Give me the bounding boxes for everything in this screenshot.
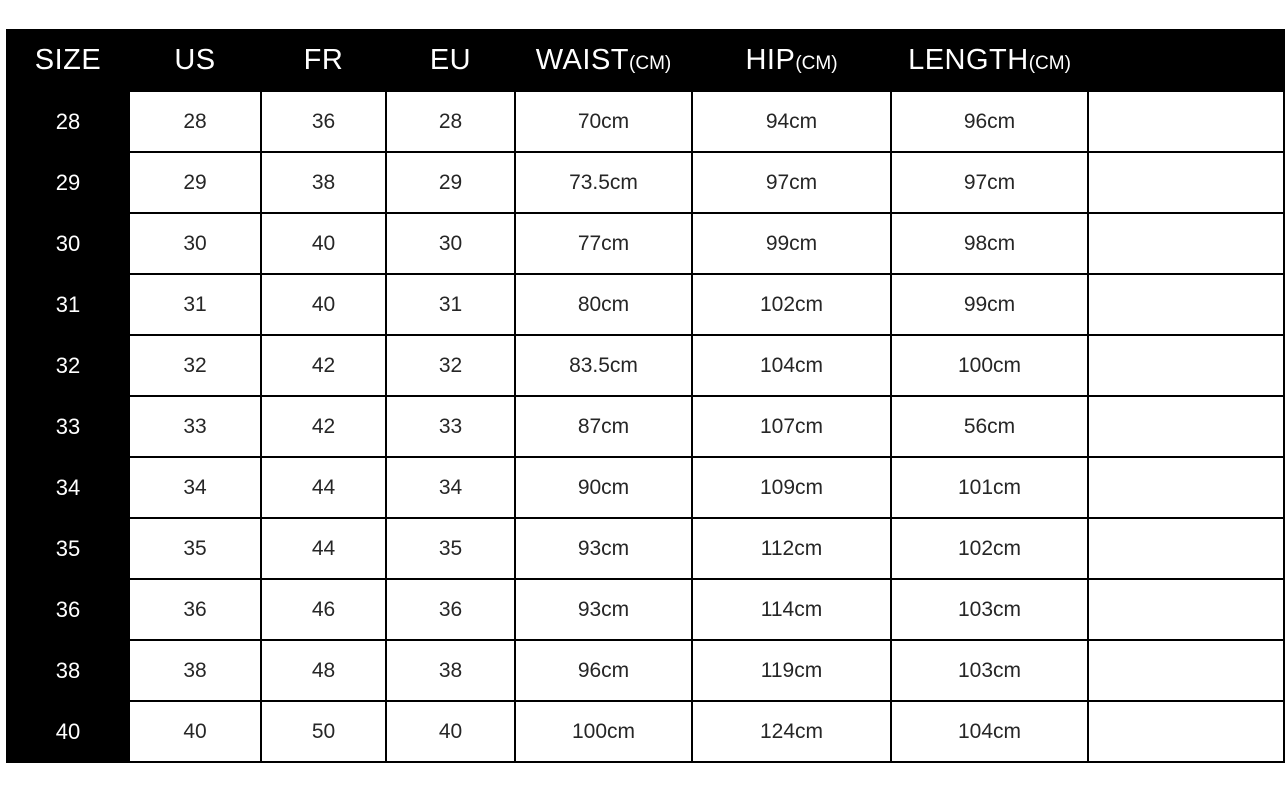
- value-cell: 80cm: [515, 274, 692, 335]
- value-cell: 103cm: [891, 579, 1088, 640]
- value-cell: 30: [129, 213, 261, 274]
- value-cell: 96cm: [891, 91, 1088, 152]
- value-cell: 50: [261, 701, 386, 762]
- value-cell: 112cm: [692, 518, 891, 579]
- size-chart-table: [6, 29, 1285, 763]
- table-row: [7, 396, 1284, 457]
- table-row: [7, 640, 1284, 701]
- column-header-length: [891, 30, 1088, 91]
- value-cell: 42: [261, 335, 386, 396]
- column-header-label: LENGTH: [908, 44, 1029, 76]
- value-cell: 101cm: [891, 457, 1088, 518]
- value-cell: 30: [386, 213, 515, 274]
- table-row: [7, 335, 1284, 396]
- column-header-fr: [261, 30, 386, 91]
- empty-cell: [1088, 640, 1284, 701]
- value-cell: 33: [386, 396, 515, 457]
- column-header-hip: [692, 30, 891, 91]
- value-cell: 33: [129, 396, 261, 457]
- value-cell: 40: [386, 701, 515, 762]
- table-row: [7, 152, 1284, 213]
- value-cell: 34: [386, 457, 515, 518]
- column-header-label: FR: [303, 44, 344, 76]
- size-table-body: [7, 91, 1284, 762]
- column-header-unit: (CM): [629, 53, 672, 74]
- table-row: [7, 579, 1284, 640]
- column-header-eu: [386, 30, 515, 91]
- value-cell: 32: [129, 335, 261, 396]
- value-cell: 35: [386, 518, 515, 579]
- column-header-label: SIZE: [34, 44, 102, 76]
- value-cell: 107cm: [692, 396, 891, 457]
- column-header-unit: (CM): [1028, 53, 1071, 74]
- value-cell: 42: [261, 396, 386, 457]
- value-cell: 40: [261, 274, 386, 335]
- value-cell: 40: [129, 701, 261, 762]
- table-row: [7, 274, 1284, 335]
- value-cell: 102cm: [692, 274, 891, 335]
- size-cell: 30: [7, 213, 129, 274]
- value-cell: 119cm: [692, 640, 891, 701]
- empty-cell: [1088, 457, 1284, 518]
- size-cell: 32: [7, 335, 129, 396]
- column-header-label: US: [174, 44, 216, 76]
- value-cell: 31: [129, 274, 261, 335]
- value-cell: 109cm: [692, 457, 891, 518]
- value-cell: 99cm: [692, 213, 891, 274]
- empty-cell: [1088, 518, 1284, 579]
- value-cell: 29: [386, 152, 515, 213]
- value-cell: 46: [261, 579, 386, 640]
- value-cell: 98cm: [891, 213, 1088, 274]
- value-cell: 44: [261, 457, 386, 518]
- value-cell: 97cm: [891, 152, 1088, 213]
- empty-cell: [1088, 579, 1284, 640]
- empty-cell: [1088, 701, 1284, 762]
- empty-cell: [1088, 396, 1284, 457]
- column-header-unit: (CM): [795, 53, 838, 74]
- size-cell: 38: [7, 640, 129, 701]
- column-header-label: EU: [429, 44, 472, 76]
- value-cell: 99cm: [891, 274, 1088, 335]
- value-cell: 36: [261, 91, 386, 152]
- empty-cell: [1088, 335, 1284, 396]
- value-cell: 28: [386, 91, 515, 152]
- value-cell: 83.5cm: [515, 335, 692, 396]
- value-cell: 104cm: [891, 701, 1088, 762]
- size-cell: 35: [7, 518, 129, 579]
- value-cell: 93cm: [515, 579, 692, 640]
- value-cell: 124cm: [692, 701, 891, 762]
- column-header-size: [7, 30, 129, 91]
- value-cell: 90cm: [515, 457, 692, 518]
- size-cell: 36: [7, 579, 129, 640]
- value-cell: 36: [386, 579, 515, 640]
- size-cell: 29: [7, 152, 129, 213]
- value-cell: 100cm: [891, 335, 1088, 396]
- size-chart: [6, 29, 1285, 763]
- size-cell: 40: [7, 701, 129, 762]
- value-cell: 77cm: [515, 213, 692, 274]
- column-header-us: [129, 30, 261, 91]
- value-cell: 56cm: [891, 396, 1088, 457]
- table-row: [7, 457, 1284, 518]
- value-cell: 104cm: [692, 335, 891, 396]
- empty-cell: [1088, 274, 1284, 335]
- table-row: [7, 213, 1284, 274]
- value-cell: 103cm: [891, 640, 1088, 701]
- column-header-label: WAIST: [535, 44, 630, 76]
- column-header-label: HIP: [745, 44, 796, 76]
- table-row: [7, 701, 1284, 762]
- value-cell: 93cm: [515, 518, 692, 579]
- value-cell: 70cm: [515, 91, 692, 152]
- value-cell: 36: [129, 579, 261, 640]
- value-cell: 100cm: [515, 701, 692, 762]
- value-cell: 40: [261, 213, 386, 274]
- value-cell: 73.5cm: [515, 152, 692, 213]
- value-cell: 114cm: [692, 579, 891, 640]
- empty-cell: [1088, 152, 1284, 213]
- table-row: [7, 91, 1284, 152]
- value-cell: 38: [386, 640, 515, 701]
- value-cell: 38: [261, 152, 386, 213]
- value-cell: 97cm: [692, 152, 891, 213]
- value-cell: 87cm: [515, 396, 692, 457]
- value-cell: 35: [129, 518, 261, 579]
- size-cell: 31: [7, 274, 129, 335]
- empty-cell: [1088, 91, 1284, 152]
- empty-cell: [1088, 213, 1284, 274]
- size-cell: 33: [7, 396, 129, 457]
- value-cell: 96cm: [515, 640, 692, 701]
- size-cell: 28: [7, 91, 129, 152]
- value-cell: 102cm: [891, 518, 1088, 579]
- value-cell: 34: [129, 457, 261, 518]
- size-cell: 34: [7, 457, 129, 518]
- value-cell: 28: [129, 91, 261, 152]
- value-cell: 29: [129, 152, 261, 213]
- column-header-waist: [515, 30, 692, 91]
- value-cell: 94cm: [692, 91, 891, 152]
- value-cell: 32: [386, 335, 515, 396]
- value-cell: 44: [261, 518, 386, 579]
- column-header-empty: [1088, 30, 1284, 91]
- table-header-row: [7, 30, 1284, 91]
- table-row: [7, 518, 1284, 579]
- value-cell: 31: [386, 274, 515, 335]
- value-cell: 38: [129, 640, 261, 701]
- value-cell: 48: [261, 640, 386, 701]
